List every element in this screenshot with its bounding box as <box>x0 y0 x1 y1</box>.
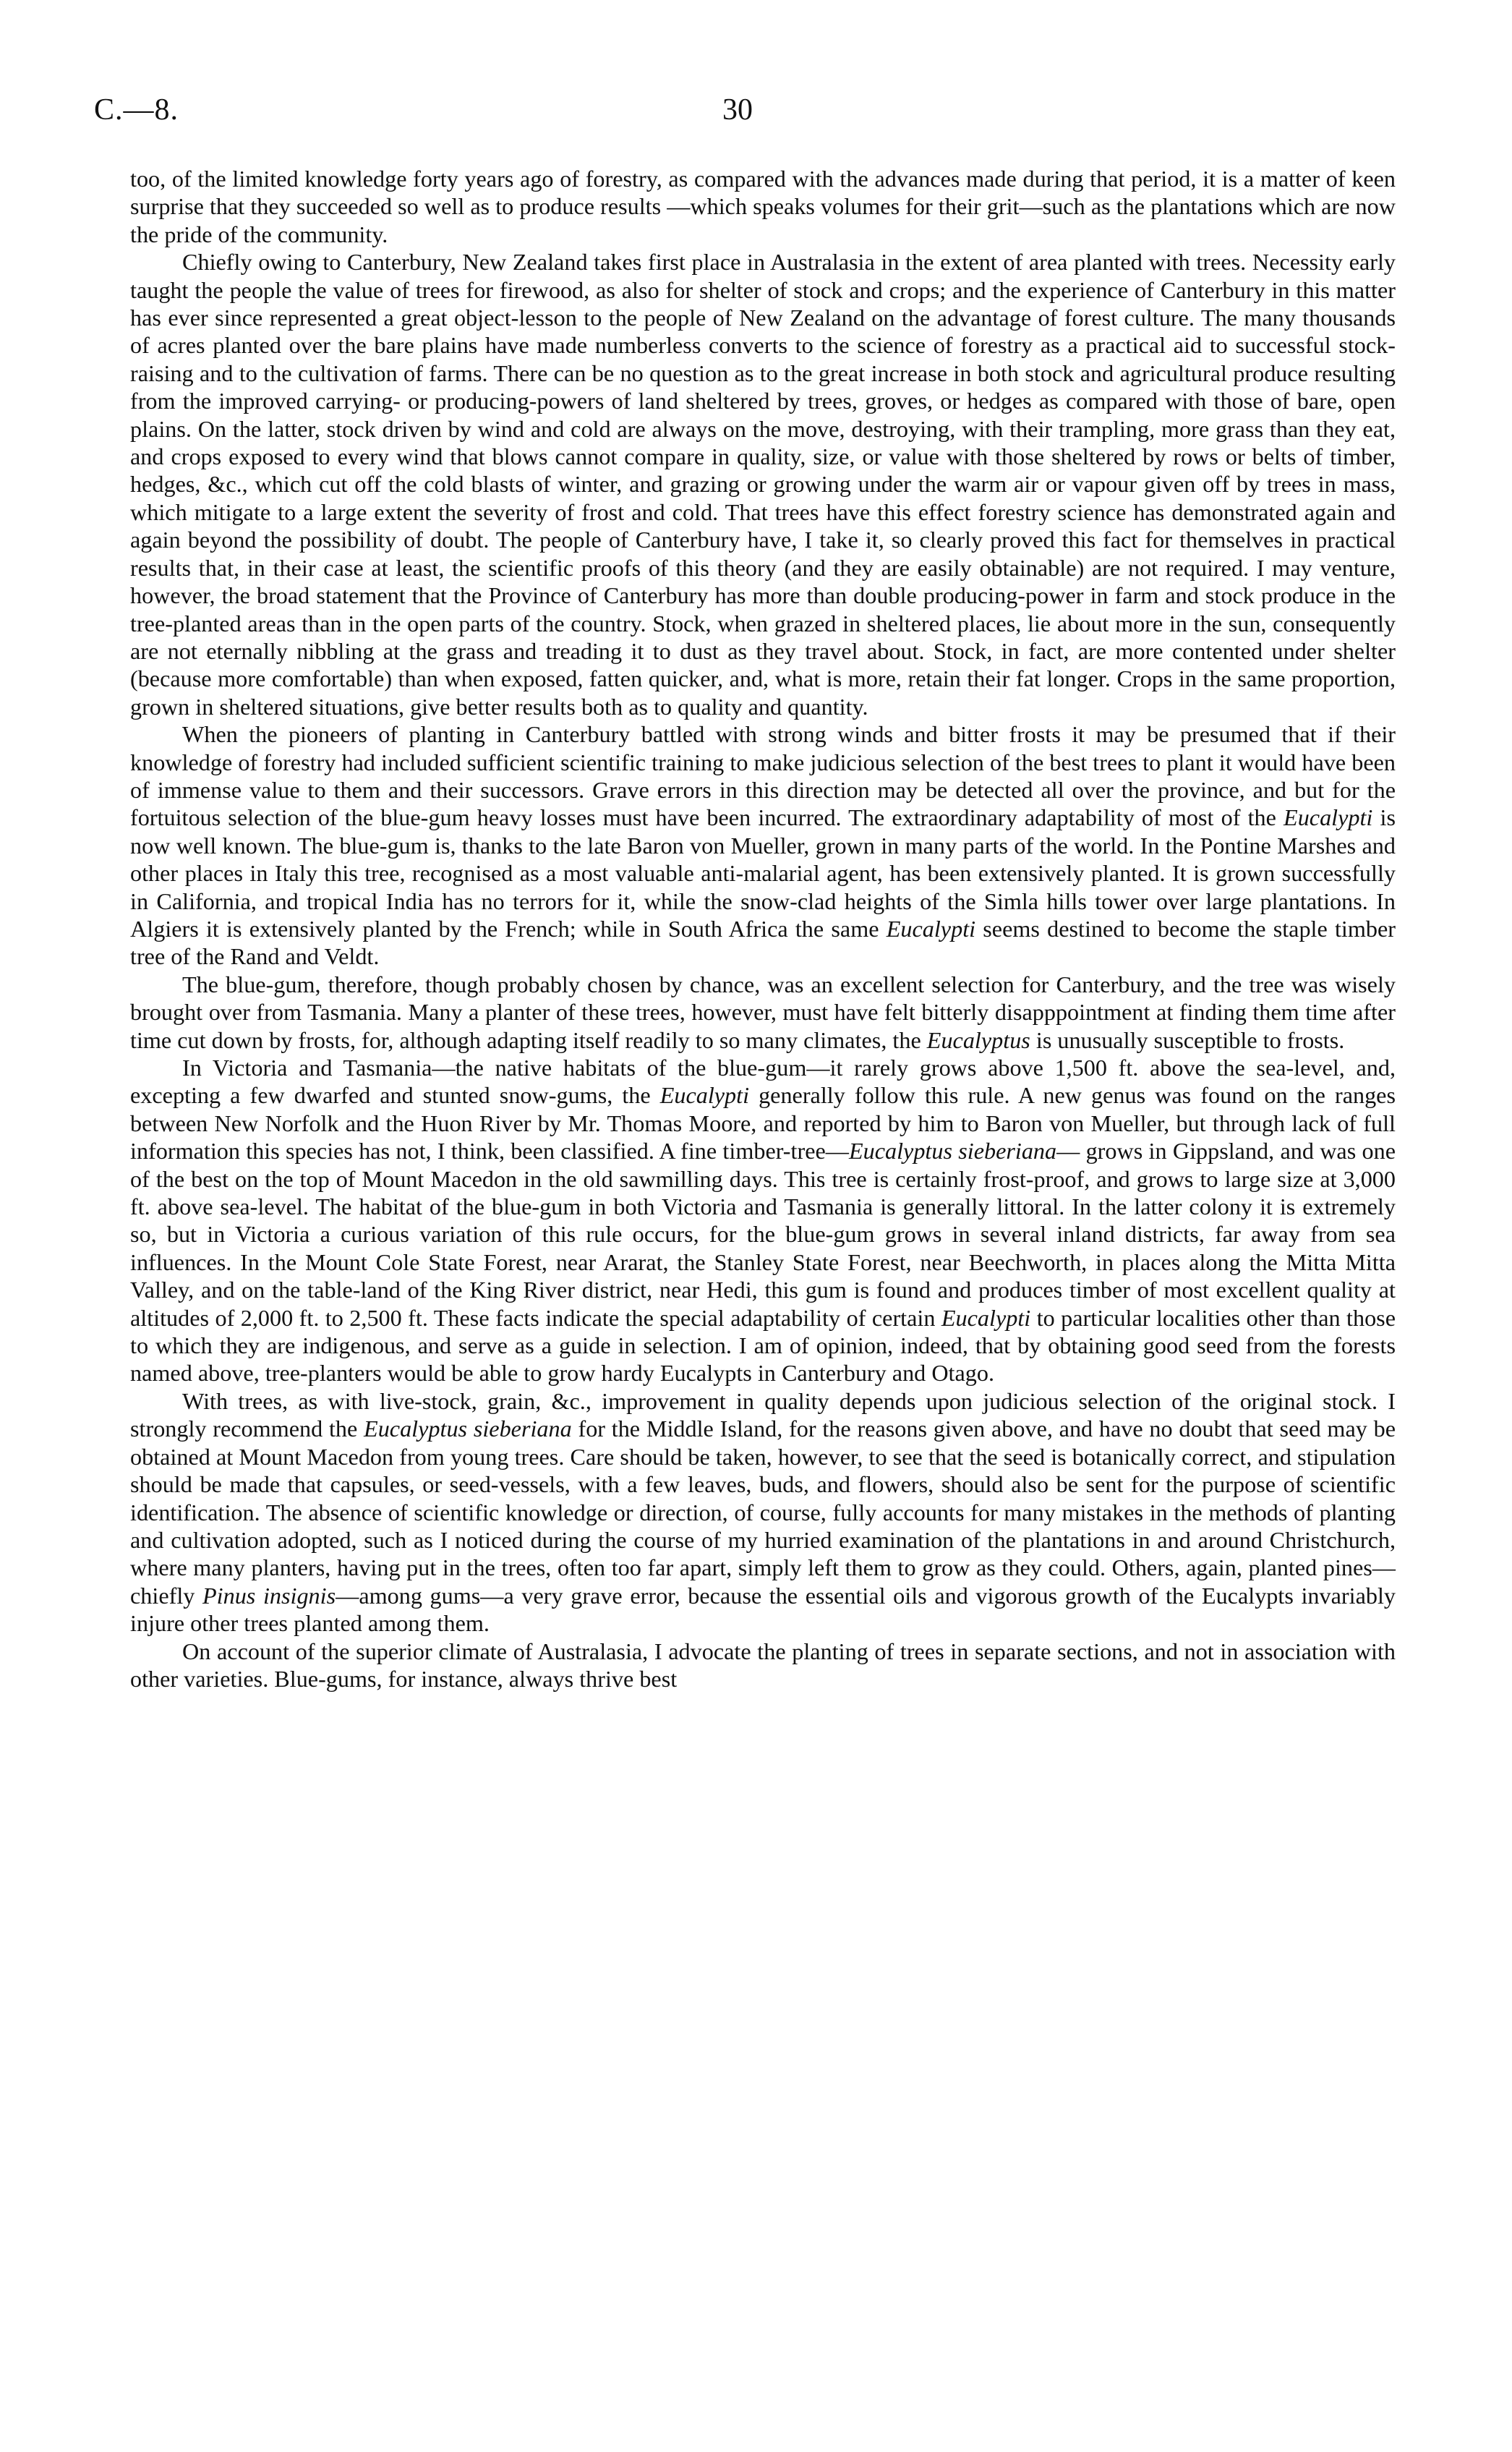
paragraph-5 <box>130 1054 1396 1387</box>
italic-term: Eucalyptus sieberiana <box>848 1138 1057 1165</box>
paragraph-3 <box>130 720 1396 971</box>
text-run: In Victoria and Tasmania—the native habitats of the blue-gum—it rarely grows above 1,500 ft. above the sea-level, and, excepting a few dwarfed and stunted snow-gums, the <box>130 1055 1396 1109</box>
text-run: When the pioneers of planting in Canterbury battled with strong winds and bitter frosts it may be presumed that if their knowledge of forestry had included sufficient scientific training to make judicious selection of the best trees to plant it would have been of immense value to them and their successors. Grave errors in this direction may be detected all over the province, and but for the fortuitous selection of the blue-gum heavy losses must have been incurred. The extraordinary adaptability of most of the <box>130 721 1396 831</box>
italic-term: Eucalypti <box>659 1082 750 1109</box>
text-run: is unusually susceptible to frosts. <box>1030 1026 1345 1053</box>
paragraph-7 <box>130 1638 1396 1693</box>
italic-term: Eucalyptus <box>926 1026 1030 1053</box>
text-run: On account of the superior climate of Australasia, I advocate the planting of trees in separate sections, and not in association with other varieties. Blue-gums, for instance, always thrive best <box>130 1638 1396 1692</box>
text-run: seems destined to become the staple timber tree of the Rand and Veldt. <box>130 915 1396 970</box>
text-run: for the Middle Island, for the reasons given above, and have no doubt that seed may be obtained at Mount Macedon from young trees. Care should be taken, however, to see that the seed is botanically correct, and stipulation should be made that capsules, or seed-vessels, with a few leaves, buds, and flowers, should also be sent for the purpose of scientific identification. The absence of scientific knowledge or direction, of course, fully accounts for many mistakes in the methods of planting and cultivation adopted, such as I noticed during the course of my hurried examination of the plantations in and around Christchurch, where many planters, having put in the trees, often too far apart, simply left them to grow as they could. Others, again, planted pines—chiefly <box>130 1416 1396 1609</box>
text-run: is now well known. The blue-gum is, thanks to the late Baron von Mueller, grown in many parts of the world. In the Pontine Marshes and other places in Italy this tree, recognised as a most valuable anti-malarial agent, has been extensively planted. It is grown successfully in California, and tropical India has no terrors for it, while the snow-clad heights of the Simla hills tower over large plantations. In Algiers it is extensively planted by the French; while in South Africa the same <box>130 804 1396 942</box>
text-run: — grows in Gippsland, and was one of the best on the top of Mount Macedon in the old sawmilling days. This tree is certainly frost-proof, and grows to large size at 3,000 ft. above sea-level. The habitat of the blue-gum in both Victoria and Tasmania is generally littoral. In the latter colony it is extremely so, but in Victoria a curious variation of this rule occurs, for the blue-gum grows in several inland districts, far away from sea influences. In the Mount Cole State Forest, near Ararat, the Stanley State Forest, near Beechworth, in places along the Mitta Mitta Valley, and on the table-land of the King River district, near Hedi, this gum is found and produces timber of most excellent quality at altitudes of 2,000 ft. to 2,500 ft. These facts indicate the special adaptability of certain <box>130 1138 1396 1331</box>
italic-term: Pinus insignis <box>202 1582 336 1609</box>
paragraph-6 <box>130 1387 1396 1638</box>
italic-term: Eucalyptus sieberiana <box>364 1416 572 1442</box>
text-run: too, of the limited knowledge forty years ago of forestry, as compared with the advances made during that period, it is a matter of keen surprise that they succeeded so well as to produce results —which speaks volumes for their grit—such as the plantations which are now the pride of the community. <box>130 166 1396 247</box>
italic-term: Eucalypti <box>1284 804 1373 831</box>
text-run: —among gums—a very grave error, because the essential oils and vigorous growth of the Eucalypts invariably injure other trees planted among them. <box>130 1582 1396 1637</box>
text-run: The blue-gum, therefore, though probably chosen by chance, was an excellent selection for Canterbury, and the tree was wisely brought over from Tasmania. Many a planter of these trees, however, must have felt bitterly disapppointment at finding them time after time cut down by frosts, for, although adapting itself readily to so many climates, the <box>130 971 1396 1053</box>
paragraph-4 <box>130 971 1396 1054</box>
text-run: With trees, as with live-stock, grain, &c., improvement in quality depends upon judicious selection of the original stock. I strongly recommend the <box>130 1387 1396 1442</box>
document-reference: C.—8. <box>94 93 179 127</box>
text-run: generally follow this rule. A new genus was found on the ranges between New Norfolk and the Huon River by Mr. Thomas Moore, and reported by him to Baron von Mueller, but through lack of full information this species has not, I think, been classified. A fine timber-tree— <box>130 1082 1396 1165</box>
paragraph-2 <box>130 248 1396 720</box>
body-text <box>130 165 1396 1693</box>
italic-term: Eucalypti <box>886 915 976 942</box>
text-run: Chiefly owing to Canterbury, New Zealand takes first place in Australasia in the extent of area planted with trees. Necessity early taught the people the value of trees for firewood, as also for shelter of stock and crops; and the experience of Canterbury in this matter has ever since represented a great object-lesson to the people of New Zealand on the advantage of forest culture. The many thousands of acres planted over the bare plains have made numberless converts to the science of forestry as a practical aid to successful stock-raising and to the cultivation of farms. There can be no question as to the great increase in both stock and agricultural produce resulting from the improved carrying- or producing-powers of land sheltered by trees, groves, or hedges as compared with those of bare, open plains. On the latter, stock driven by wind and cold are always on the move, destroying, with their trampling, more grass than they eat, and crops exposed to every wind that blows cannot compare in quality, size, or value with those sheltered by rows or belts of timber, hedges, &c., which cut off the cold blasts of winter, and grazing or growing under the warm air or vapour given off by trees in mass, which mitigate to a large extent the severity of frost and cold. That trees have this effect forestry science has demonstrated again and again beyond the possibility of doubt. The people of Canterbury have, I take it, so clearly proved this fact for themselves in practical results that, in their case at least, the scientific proofs of this theory (and they are easily obtainable) are not required. I may venture, however, the broad statement that the Province of Canterbury has more than double producing-power in farm and stock produce in the tree-planted areas than in the open parts of the country. Stock, when grazed in sheltered places, lie about more in the sun, consequently are not eternally nibbling at the grass and treading it to dust as they travel about. Stock, in fact, are more contented under shelter (because more comfortable) than when exposed, fatten quicker, and, what is more, retain their fat longer. Crops in the same proportion, grown in sheltered situations, give better results both as to quality and quantity. <box>130 249 1396 720</box>
page-number: 30 <box>722 93 753 127</box>
text-run: to particular localities other than those to which they are indigenous, and serve as a guide in selection. I am of opinion, indeed, that by obtaining good seed from the forests named above, tree-planters would be able to grow hardy Eucalypts in Canterbury and Otago. <box>130 1304 1396 1387</box>
paragraph-1 <box>130 165 1396 248</box>
italic-term: Eucalypti <box>941 1304 1031 1331</box>
page-header <box>94 93 1381 136</box>
